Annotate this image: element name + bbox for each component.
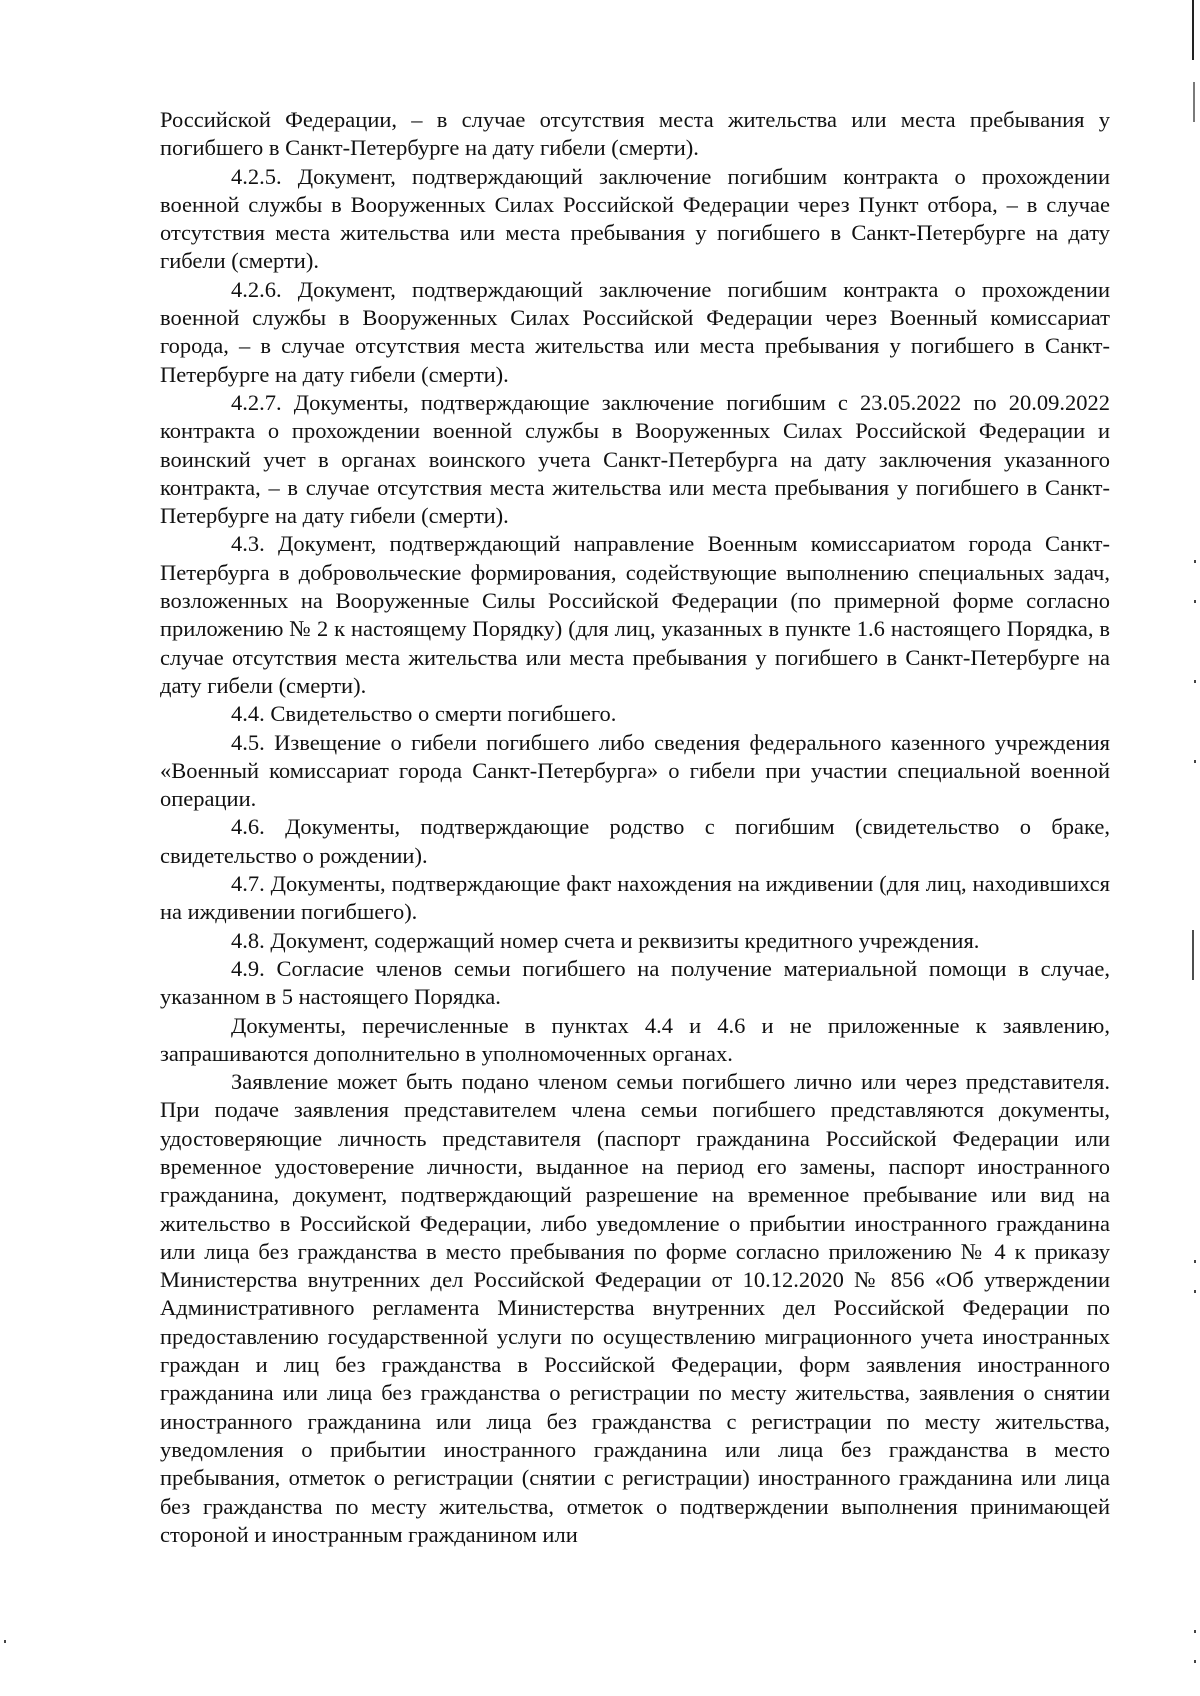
scan-dot (1194, 1660, 1196, 1663)
paragraph-continuation: Российской Федерации, – в случае отсутствия места жительства или места пребывания у погибшего в Санкт-Петербурге на дату гибели (смерти). (160, 107, 1110, 161)
scan-dot (1194, 1630, 1196, 1633)
scan-dot (4, 1640, 6, 1643)
paragraph-documents-requested: Документы, перечисленные в пунктах 4.4 и 4.6 и не приложенные к заявлению, запрашиваются дополнительно в уполномоченных органах. (160, 1012, 1110, 1066)
paragraph-application-submission: Заявление может быть подано членом семьи погибшего лично или через представителя. При подаче заявления представителем члена семьи погибшего представляются документы, удостоверяющие личность представителя (паспорт гражданина Российской Федерации или временное удостоверение личности, выданное на период его замены, паспорт иностранного гражданина, документ, подтверждающий разрешение на временное пребывание или вид на жительство в Российской Федерации, либо уведомление о прибытии иностранного гражданина или лица без гражданства в место пребывания по форме согласно приложению № 4 к приказу Министерства внутренних дел Российской Федерации от 10.12.2020 № 856 «Об утверждении Административного регламента Министерства внутренних дел Российской Федерации по предоставлению государственной услуги по осуществлению миграционного учета иностранных граждан и лиц без гражданства в Российской Федерации, форм заявления иностранного гражданина или лица без гражданства о регистрации по месту жительства, заявления о снятии иностранного гражданина или лица без гражданства с регистрации по месту жительства, уведомления о прибытии иностранного гражданина или лица без гражданства в место пребывания, отметок о регистрации (снятии с регистрации) иностранного гражданина или лица без гражданства по месту жительства, отметок о подтверждении выполнения принимающей стороной и иностранным гражданином или (160, 1069, 1110, 1547)
scan-edge-mark (1192, 0, 1194, 60)
paragraph-4-3: 4.3. Документ, подтверждающий направление Военным комиссариатом города Санкт-Петербурга в добровольческие формирования, содействующие выполнению специальных задач, возложенных на Вооруженные Силы Российской Федерации (по примерной форме согласно приложению № 2 к настоящему Порядку) (для лиц, указанных в пункте 1.6 настоящего Порядка, в случае отсутствия места жительства или места пребывания у погибшего в Санкт-Петербурге на дату гибели (смерти). (160, 531, 1110, 698)
document-body (160, 106, 1110, 1549)
paragraph-4-2-5: 4.2.5. Документ, подтверждающий заключение погибшим контракта о прохождении военной службы в Вооруженных Силах Российской Федерации через Пункт отбора, – в случае отсутствия места жительства или места пребывания у погибшего в Санкт-Петербурге на дату гибели (смерти). (160, 163, 1110, 274)
paragraph-4-5: 4.5. Извещение о гибели погибшего либо сведения федерального казенного учреждения «Военный комиссариат города Санкт-Петербурга» о гибели при участии специальной военной операции. (160, 729, 1110, 812)
scan-dot (1194, 1260, 1196, 1263)
scan-dot (1194, 760, 1196, 763)
paragraph-4-8: 4.8. Документ, содержащий номер счета и реквизиты кредитного учреждения. (231, 927, 980, 953)
paragraph-4-4: 4.4. Свидетельство о смерти погибшего. (231, 701, 617, 727)
paragraph-4-2-7: 4.2.7. Документы, подтверждающие заключение погибшим с 23.05.2022 по 20.09.2022 контракта о прохождении военной службы в Вооруженных Силах Российской Федерации и воинский учет в органах воинского учета Санкт-Петербурга на дату заключения указанного контракта, – в случае отсутствия места жительства или места пребывания у погибшего в Санкт-Петербурге на дату гибели (смерти). (160, 389, 1110, 529)
scan-dot (1194, 560, 1196, 563)
paragraph-4-7: 4.7. Документы, подтверждающие факт нахождения на иждивении (для лиц, находившихся на иждивении погибшего). (160, 871, 1110, 925)
scan-edge-mark (1193, 82, 1195, 122)
paragraph-4-9: 4.9. Согласие членов семьи погибшего на получение материальной помощи в случае, указанном в 5 настоящего Порядка. (160, 955, 1110, 1010)
paragraph-4-2-6: 4.2.6. Документ, подтверждающий заключение погибшим контракта о прохождении военной службы в Вооруженных Силах Российской Федерации через Военный комиссариат города, – в случае отсутствия места жительства или места пребывания у погибшего в Санкт-Петербурге на дату гибели (смерти). (160, 276, 1110, 387)
scan-edge-mark (1192, 930, 1194, 980)
scan-dot (1194, 680, 1196, 683)
paragraph-4-6: 4.6. Документы, подтверждающие родство с погибшим (свидетельство о браке, свидетельство о рождении). (160, 814, 1110, 868)
scan-dot (1194, 1290, 1196, 1293)
scan-dot (1194, 600, 1196, 603)
